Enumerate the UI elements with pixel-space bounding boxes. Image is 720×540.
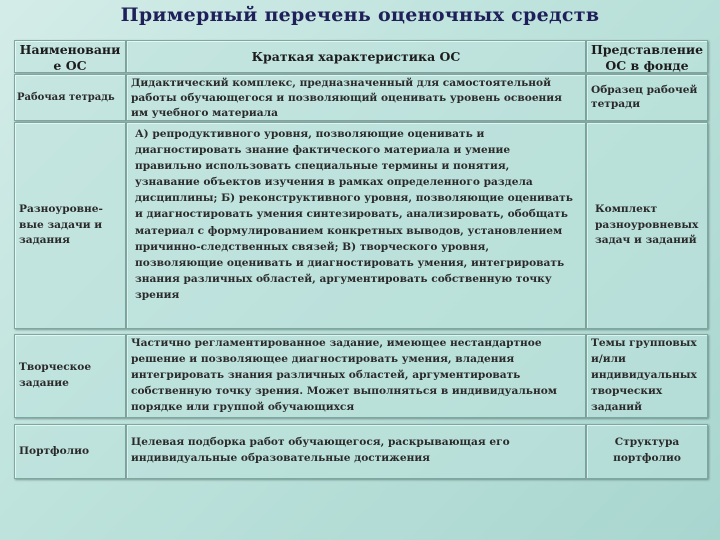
row-portfolio-representation (586, 424, 708, 479)
row-name-label: Разноуровне-вые задачи и задания (19, 202, 103, 247)
row-name-label: Портфолио (19, 444, 90, 457)
row-representation-text: Образец рабочей тетради (591, 84, 698, 111)
row-workbook-name (14, 74, 126, 121)
row-creative-representation (586, 334, 708, 418)
row-description-text: Целевая подборка работ обучающегося, раскрывающая его индивидуальные образовательные достижения (131, 436, 510, 464)
page-title: Примерный перечень оценочных средств (120, 4, 600, 26)
row-portfolio-name (14, 424, 126, 479)
row-creative-description (126, 334, 586, 418)
header-name-label: Наименовани е ОС (19, 42, 121, 73)
row-description-text: Частично регламентированное задание, имеющее нестандартное решение и позволяющее диагностировать умения, владения интегрировать знания различных областей, аргументировать собственную точку зрения. Может выполняться в индивидуальном порядке или группой обучающихся (131, 337, 558, 413)
row-description-text: Дидактический комплекс, предназначенный для самостоятельной работы обучающегося и позволяющий оценивать уровень освоения им учебного материала (131, 77, 562, 119)
header-description-label: Краткая характеристика ОС (251, 48, 461, 64)
row-multilevel-description (126, 122, 586, 329)
row-name-label: Рабочая тетрадь (17, 92, 115, 103)
header-representation-label: Представление ОС в фонде (591, 42, 704, 73)
row-representation-text: Темы групповых и/или индивидуальных творческих заданий (591, 337, 697, 413)
row-creative-name (14, 334, 126, 418)
row-workbook-representation (586, 74, 708, 121)
row-multilevel-name (14, 122, 126, 329)
row-representation-text: Комплект разноуровневых задач и заданий (595, 202, 699, 247)
row-workbook-description (126, 74, 586, 121)
header-name-cell (14, 40, 126, 73)
header-description-cell (126, 40, 586, 73)
row-representation-text: Структура портфолио (613, 436, 681, 464)
row-name-label: Творческое задание (19, 361, 92, 389)
row-description-text: А) репродуктивного уровня, позволяющие оценивать и диагностировать знание фактического материала и умение правильно использовать специальные термины и понятия, узнавание объектов изучения в рамках определенного раздела дисциплины; Б) реконструктивного уровня, позволяющие оценивать и диагностировать умения синтезировать, анализировать, обобщать материал с формулированием конкретных выводов, установлением причинно-следственных связей; В) творческого уровня, позволяющие оценивать и диагностировать умения, интегрировать знания различных областей, аргументировать собственную точку зрения (135, 128, 573, 301)
row-multilevel-representation (586, 122, 708, 329)
header-representation-cell (586, 40, 708, 73)
row-portfolio-description (126, 424, 586, 479)
